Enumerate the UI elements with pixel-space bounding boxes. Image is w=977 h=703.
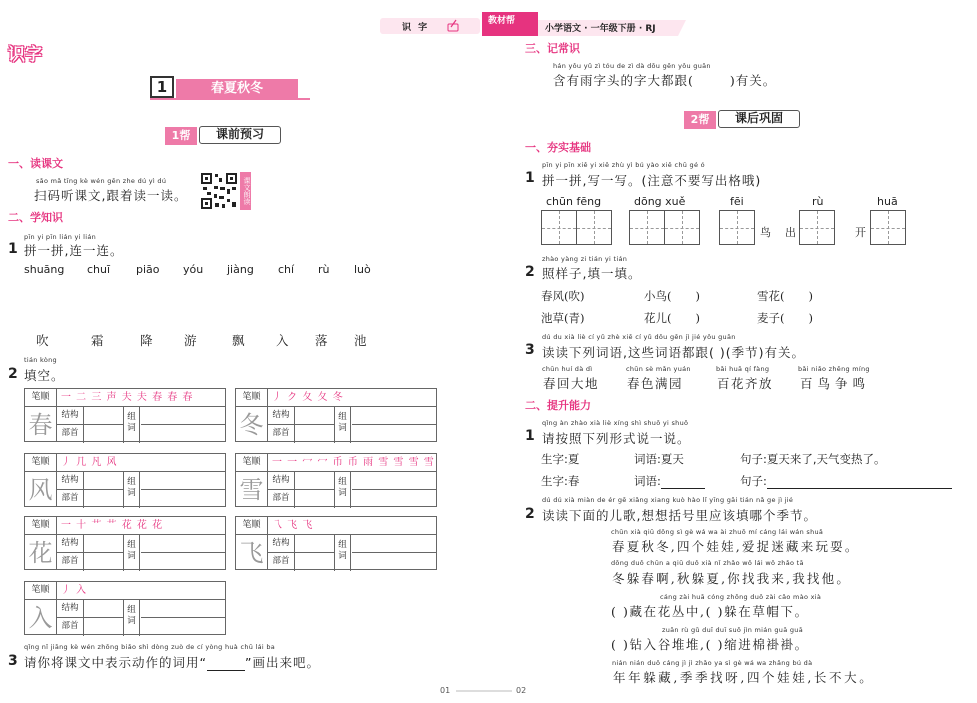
q2-number: 2 <box>8 366 18 382</box>
radical-label: 部首 <box>268 490 295 508</box>
word-label: 组词 <box>335 472 351 508</box>
stroke-table <box>24 453 226 507</box>
stroke-label: 笔顺 <box>25 454 57 472</box>
r1-pinyin: pīn yi pīn xiě yi xiě zhù yì bú yào xiě chū gé ó <box>542 161 705 169</box>
structure-label: 结构 <box>268 407 295 425</box>
stroke-label: 笔顺 <box>25 582 57 600</box>
structure-blank[interactable] <box>295 407 335 425</box>
stroke-row <box>25 454 225 472</box>
char-option[interactable]: 游 <box>184 333 197 348</box>
stroke-order: 一 十 艹 艹 花 花 花 <box>61 520 164 531</box>
word-label: 组词 <box>124 535 140 571</box>
radical-blank[interactable] <box>84 490 124 508</box>
radical-blank[interactable] <box>295 490 335 508</box>
poem-line: 年年躲藏,季季找呀,四个娃娃,长不大。 <box>613 670 875 685</box>
model-character: 飞 <box>236 535 268 569</box>
pinyin-option[interactable]: piāo <box>136 263 160 276</box>
qr-label: 课文朗读 <box>240 172 251 210</box>
stroke-table <box>235 516 437 570</box>
r2-item: 春风(吹) <box>541 289 585 303</box>
r3-word-pinyin: chūn huí dà dì <box>542 365 593 373</box>
r4-row1-word: 词语:夏天 <box>634 452 684 466</box>
left-section-2-title: 二、学知识 <box>8 211 63 224</box>
r1-number: 1 <box>525 170 535 186</box>
q3-pinyin: qǐng nǐ jiāng kè wén zhōng biǎo shì dòng zuò de cí yòng huà chū lái ba <box>24 643 276 651</box>
pinyin-option[interactable]: shuāng <box>24 263 65 276</box>
r2-item: 池草(青) <box>541 311 585 325</box>
pencil-icon <box>446 19 462 33</box>
paren-close: ) <box>695 311 700 325</box>
pinyin-option[interactable]: yóu <box>183 263 204 276</box>
r3-pinyin: dú du xià liè cí yǔ zhè xiē cí yǔ dōu gēn jì jié yǒu guān <box>542 333 736 341</box>
qr-code[interactable] <box>200 172 238 210</box>
s3-text <box>553 71 776 89</box>
q3-number: 3 <box>8 653 18 669</box>
r4-row2-sentence <box>740 473 952 489</box>
writing-grid[interactable] <box>664 210 700 245</box>
stroke-order: 丿 入 <box>61 585 88 596</box>
r1-text: 拼一拼,写一写。(注意不要写出格哦) <box>542 173 762 188</box>
model-character: 雪 <box>236 472 268 506</box>
grid-char: 出 <box>785 226 796 239</box>
radical-blank[interactable] <box>295 553 335 571</box>
r4-text: 请按照下列形式说一说。 <box>542 431 691 446</box>
writing-grid[interactable] <box>870 210 906 245</box>
help2-number: 2帮 <box>684 111 716 129</box>
writing-grid[interactable] <box>576 210 612 245</box>
s3-text-b: )有关。 <box>729 73 777 88</box>
structure-blank[interactable] <box>84 600 124 618</box>
poem-pinyin: dōng duǒ chūn a qiū duǒ xià nǐ zhǎo wǒ lái wǒ zhǎo tā <box>611 559 804 567</box>
stroke-label: 笔顺 <box>236 454 268 472</box>
structure-blank[interactable] <box>295 472 335 490</box>
r2-item-text: 雪花( <box>757 289 785 303</box>
pinyin-row <box>0 263 480 279</box>
word-blank[interactable] <box>352 472 436 490</box>
r4-word-blank[interactable] <box>661 474 705 489</box>
structure-label: 结构 <box>268 472 295 490</box>
char-option[interactable]: 池 <box>354 333 367 348</box>
writing-grid[interactable] <box>541 210 577 245</box>
r2-item[interactable] <box>644 310 700 326</box>
lesson-title: 春夏秋冬 <box>176 79 298 98</box>
stroke-label: 笔顺 <box>236 517 268 535</box>
poem-line[interactable]: ( )钻入谷堆堆,( )缩进棉褂褂。 <box>611 637 809 652</box>
word-label: 组词 <box>124 407 140 443</box>
header-left-label: 识 字 <box>402 23 430 33</box>
r3-word: 春回大地 <box>543 376 600 391</box>
stroke-table <box>24 388 226 442</box>
word-blank[interactable] <box>141 600 225 618</box>
model-character: 花 <box>25 535 57 569</box>
r3-number: 3 <box>525 342 535 358</box>
r2-item[interactable] <box>757 310 813 326</box>
q1-pinyin: pīn yi pīn lián yi lián <box>24 233 97 241</box>
r4-row1-sentence: 句子:夏天来了,天气变热了。 <box>740 452 886 466</box>
r3-word: 春色满园 <box>627 376 684 391</box>
model-character: 风 <box>25 472 57 506</box>
r5-text: 读读下面的儿歌,想想括号里应该填哪个季节。 <box>542 508 817 523</box>
r4-number: 1 <box>525 428 535 444</box>
r2-item[interactable] <box>644 288 700 304</box>
radical-label: 部首 <box>57 490 84 508</box>
structure-label: 结构 <box>57 472 84 490</box>
r3-word: 百花齐放 <box>717 376 774 391</box>
poem-line: 冬躲春啊,秋躲夏,你找我来,我找他。 <box>612 571 852 586</box>
radical-blank[interactable] <box>84 425 124 443</box>
word-blank[interactable] <box>141 472 225 490</box>
model-character: 春 <box>25 407 57 441</box>
stroke-row <box>25 582 225 600</box>
stroke-label: 笔顺 <box>25 389 57 407</box>
radical-label: 部首 <box>57 553 84 571</box>
r2-item[interactable] <box>757 288 813 304</box>
char-option[interactable]: 降 <box>140 333 153 348</box>
q1-number: 1 <box>8 241 18 257</box>
structure-label: 结构 <box>268 535 295 553</box>
r3-text: 读读下列词语,这些词语都跟( )(季节)有关。 <box>542 345 805 360</box>
q3-text <box>24 653 320 671</box>
footer-divider <box>456 690 512 692</box>
model-character: 入 <box>25 600 57 634</box>
help1-number: 1帮 <box>165 127 197 145</box>
structure-label: 结构 <box>57 535 84 553</box>
word-blank[interactable] <box>352 535 436 553</box>
r4-sentence-blank[interactable] <box>767 474 952 489</box>
stroke-table <box>24 516 226 570</box>
q3-text-b: ”画出来吧。 <box>244 655 320 670</box>
stroke-table <box>24 581 226 635</box>
paren-close: ) <box>695 289 700 303</box>
char-option[interactable]: 落 <box>315 333 328 348</box>
right-section-3-title: 三、记常识 <box>525 42 580 55</box>
s3-pinyin: hán yǒu yǔ zì tóu de zì dà dōu gēn yǒu guān <box>553 62 711 70</box>
stroke-row <box>25 517 225 535</box>
pinyin-option[interactable]: luò <box>354 263 371 276</box>
r4-row1-char: 生字:夏 <box>541 452 580 466</box>
char-option[interactable]: 吹 <box>36 333 49 348</box>
pinyin-option[interactable]: chuī <box>87 263 111 276</box>
q2-pinyin: tián kòng <box>24 356 57 364</box>
q2-text: 填空。 <box>24 368 65 383</box>
header-right-label: 小学语文 · 一年级下册 · RJ <box>545 24 656 34</box>
word-blank[interactable] <box>141 407 225 425</box>
poem-pinyin: cáng zài huā cóng zhōng duǒ zài cǎo mào xià <box>660 593 822 601</box>
q3-text-a: 请你将课文中表示动作的词用“ <box>24 655 207 670</box>
writing-grid[interactable] <box>629 210 665 245</box>
paren-close: ) <box>808 289 813 303</box>
stroke-order: 一 ⼀ 冖 冖 币 币 雨 雪 雪 雪 雪 <box>272 457 435 468</box>
s1-text: 扫码听课文,跟着读一读。 <box>34 188 188 203</box>
stroke-order: 乁 飞 飞 <box>272 520 314 531</box>
help1-title: 课前预习 <box>199 126 281 144</box>
r5-pinyin: dú dú xià miàn de ér gē xiǎng xiang kuò hào lǐ yīng gāi tián nǎ ge jì jié <box>542 496 794 504</box>
structure-blank[interactable] <box>84 407 124 425</box>
grid-char: 开 <box>855 226 866 239</box>
poem-pinyin: zuān rù gǔ duī duī suō jìn mián guā guā <box>662 626 803 634</box>
stroke-table <box>235 453 437 507</box>
r2-item-text: 小鸟( <box>644 289 672 303</box>
r3-word: 百鸟争鸣 <box>800 376 871 391</box>
char-option[interactable]: 霜 <box>91 333 104 348</box>
r2-pinyin: zhào yàng zi tián yi tián <box>542 255 628 263</box>
stroke-row <box>236 454 436 472</box>
right-section-1-title: 一、夯实基础 <box>525 141 591 154</box>
stroke-order: 丿 ク 夂 夂 冬 <box>272 392 344 403</box>
grid-pinyin: huā <box>877 195 898 208</box>
word-label: 组词 <box>335 407 351 443</box>
char-row <box>0 331 480 347</box>
structure-label: 结构 <box>57 600 84 618</box>
structure-blank[interactable] <box>84 535 124 553</box>
radical-label: 部首 <box>268 553 295 571</box>
r4-row2-word <box>634 473 705 489</box>
model-character: 冬 <box>236 407 268 441</box>
right-section-2-title: 二、提升能力 <box>525 399 591 412</box>
grid-pinyin: fēi <box>730 195 744 208</box>
radical-blank[interactable] <box>295 425 335 443</box>
s3-text-a: 含有雨字头的字大都跟( <box>553 73 694 88</box>
page-number-left: 01 <box>440 686 451 695</box>
left-section-1-title: 一、读课文 <box>8 157 63 170</box>
unit-title: 识字 <box>8 45 42 65</box>
structure-blank[interactable] <box>84 472 124 490</box>
r3-word-pinyin: bǎi niǎo zhēng míng <box>798 365 870 373</box>
r4-row2-word-label: 词语: <box>634 474 661 488</box>
s1-pinyin: sǎo mǎ tīng kè wén gēn zhe dú yì dú <box>36 177 167 185</box>
pinyin-option[interactable]: jiàng <box>227 263 254 276</box>
paren-close: ) <box>808 311 813 325</box>
word-blank[interactable] <box>141 535 225 553</box>
grid-char: 鸟 <box>760 226 771 239</box>
structure-blank[interactable] <box>295 535 335 553</box>
r3-word-pinyin: chūn sè mǎn yuán <box>626 365 691 373</box>
q1-text: 拼一拼,连一连。 <box>24 243 124 258</box>
r2-item-text: 麦子( <box>757 311 785 325</box>
radical-label: 部首 <box>57 618 84 636</box>
poem-pinyin: chūn xià qiū dōng sì gè wá wa ài zhuō mí cáng lái wán shuǎ <box>611 528 824 536</box>
lesson-underline <box>150 98 310 100</box>
stroke-order: 一 二 三 声 夫 夫 春 春 春 <box>61 392 194 403</box>
writing-grid[interactable] <box>719 210 755 245</box>
word-label: 组词 <box>124 600 140 636</box>
radical-blank[interactable] <box>84 618 124 636</box>
q3-blank[interactable] <box>207 655 245 671</box>
poem-line: 春夏秋冬,四个娃娃,爱捉迷藏来玩耍。 <box>612 539 860 554</box>
r3-word-pinyin: bǎi huā qí fàng <box>716 365 770 373</box>
char-option[interactable]: 入 <box>276 333 289 348</box>
stroke-label: 笔顺 <box>25 517 57 535</box>
pinyin-option[interactable]: chí <box>278 263 295 276</box>
stroke-row <box>236 517 436 535</box>
help2-title: 课后巩固 <box>718 110 800 128</box>
stroke-label: 笔顺 <box>236 389 268 407</box>
r2-text: 照样子,填一填。 <box>542 266 642 281</box>
header-left-bar <box>380 18 480 34</box>
stroke-order: 丿 几 凡 风 <box>61 457 118 468</box>
poem-pinyin: nián nián duǒ cáng jì jì zhǎo ya sì gè wá wa zhǎng bú dà <box>612 659 813 667</box>
r2-number: 2 <box>525 264 535 280</box>
writing-grid[interactable] <box>799 210 835 245</box>
grid-pinyin: chūn fēng <box>546 195 602 208</box>
lesson-number: 1 <box>150 76 174 98</box>
r2-item-text: 花儿( <box>644 311 672 325</box>
pinyin-option[interactable]: rù <box>318 263 330 276</box>
char-option[interactable]: 飘 <box>232 333 245 348</box>
header-tag: 教材帮 <box>488 16 516 26</box>
grid-pinyin: rù <box>812 195 824 208</box>
stroke-row <box>25 389 225 407</box>
r4-pinyin: qǐng àn zhào xià liè xíng shì shuō yi shuō <box>542 419 689 427</box>
radical-label: 部首 <box>268 425 295 443</box>
r4-row2-char: 生字:春 <box>541 474 580 488</box>
grid-pinyin: dōng xuě <box>634 195 686 208</box>
r5-number: 2 <box>525 506 535 522</box>
poem-line[interactable]: ( )藏在花丛中,( )躲在草帽下。 <box>611 604 809 619</box>
page-number-right: 02 <box>516 686 527 695</box>
radical-label: 部首 <box>57 425 84 443</box>
word-label: 组词 <box>335 535 351 571</box>
r4-row2-sentence-label: 句子: <box>740 474 767 488</box>
structure-label: 结构 <box>57 407 84 425</box>
stroke-row <box>236 389 436 407</box>
radical-blank[interactable] <box>84 553 124 571</box>
stroke-table <box>235 388 437 442</box>
word-blank[interactable] <box>352 407 436 425</box>
word-label: 组词 <box>124 472 140 508</box>
